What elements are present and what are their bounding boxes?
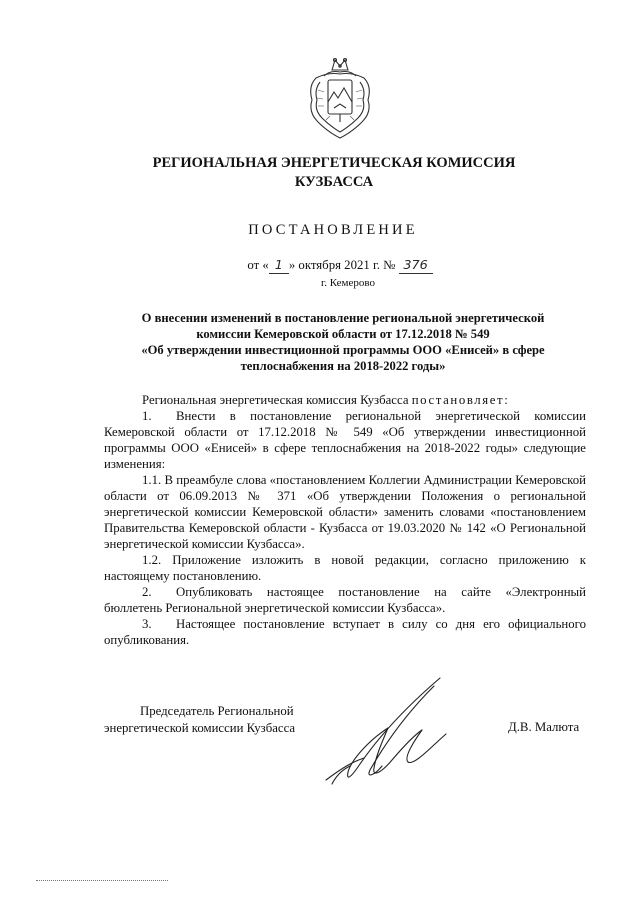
paragraph-3-number: 3. — [142, 617, 152, 631]
organization-name — [0, 154, 640, 192]
subject-line-1: О внесении изменений в постановление региональной энергетической — [141, 311, 545, 325]
paragraph-1-2: 1.2. Приложение изложить в новой редакции, согласно приложению к настоящему постановлению. — [104, 553, 586, 583]
paragraph-1-number: 1. — [142, 409, 152, 423]
document-body — [104, 392, 586, 648]
subject-line-2: комиссии Кемеровской области от 17.12.2018 № 549 — [196, 327, 490, 341]
city: г. Кемерово — [320, 277, 376, 289]
intro-text: Региональная энергетическая комиссия Кузбасса — [142, 393, 412, 407]
paragraph-1 — [104, 408, 586, 472]
intro-paragraph — [104, 392, 586, 408]
document-subject — [100, 310, 586, 374]
document-type-title: ПОСТАНОВЛЕНИЕ — [248, 222, 418, 238]
signatory-title-line-2: энергетической комиссии Кузбасса — [104, 721, 296, 735]
handwritten-signature — [312, 672, 462, 792]
coat-of-arms-emblem — [304, 56, 376, 142]
paragraph-3-text: Настоящее постановление вступает в силу со дня его официального опубликования. — [104, 617, 586, 647]
organization-line-2: КУЗБАССА — [294, 174, 374, 190]
handwritten-number: 376 — [399, 258, 433, 274]
paragraph-2-text: Опубликовать настоящее постановление на сайте «Электронный бюллетень Региональной энергетической комиссии Кузбасса». — [104, 585, 586, 615]
signatory-name: Д.В. Малюта — [508, 720, 580, 734]
paragraph-3 — [104, 616, 586, 648]
date-number-line — [0, 258, 640, 274]
intro-decree-word: постановляет: — [411, 393, 510, 407]
signatory-title-line-1: Председатель Региональной — [140, 704, 294, 718]
subject-line-4: теплоснабжения на 2018-2022 годы» — [240, 359, 446, 373]
paragraph-1-1: 1.1. В преамбуле слова «постановлением Коллегии Администрации Кемеровской области от 06.09.2013 № 371 «Об утверждении Положения о региональной энергетической комиссии Кемеровской области» заменить словами «постановлением Правительства Кемеровской области - Кузбасса от 19.03.2020 № 142 «О Региональной энергетической комиссии Кузбасса». — [104, 473, 586, 551]
paragraph-2-number: 2. — [142, 585, 152, 599]
subject-line-3: «Об утверждении инвестиционной программы ООО «Енисей» в сфере — [141, 343, 545, 357]
date-middle: » октября 2021 г. № — [288, 258, 396, 272]
organization-line-1: РЕГИОНАЛЬНАЯ ЭНЕРГЕТИЧЕСКАЯ КОМИССИЯ — [152, 155, 516, 171]
paragraph-2 — [104, 584, 586, 616]
footer-dotted-line — [36, 880, 168, 881]
handwritten-day: 1 — [269, 258, 289, 274]
paragraph-1-text: Внести в постановление региональной энергетической комиссии Кемеровской области от 17.12.2018 № 549 «Об утверждении инвестиционной программы ООО «Енисей» в сфере теплоснабжения на 2018-2022 годы» следующие изменения: — [104, 409, 586, 471]
date-prefix: от « — [247, 258, 269, 272]
